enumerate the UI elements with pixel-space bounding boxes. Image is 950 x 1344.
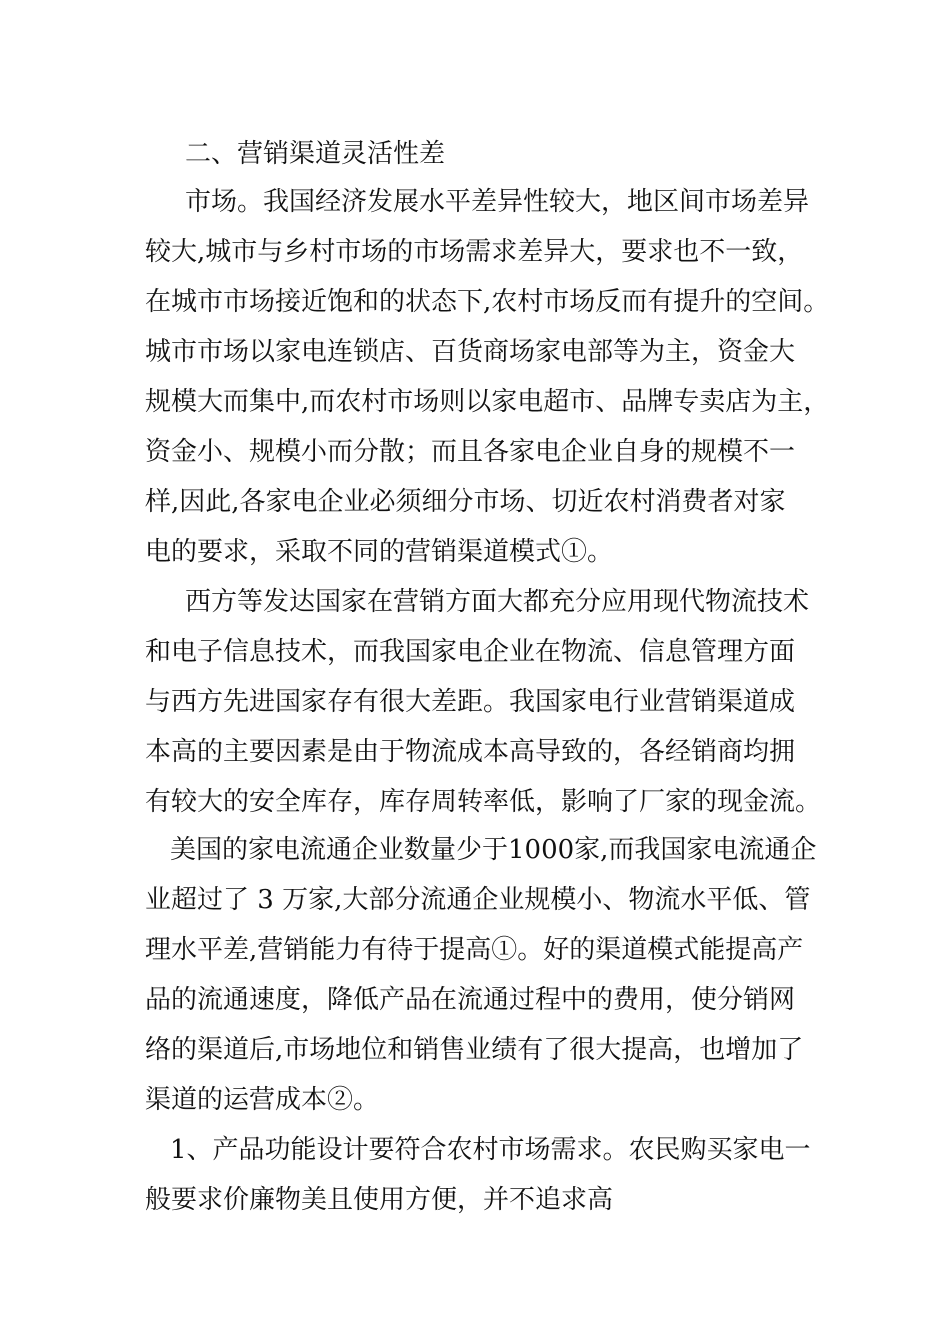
paragraph-4-line-2: 般要求价廉物美且使用方便，并不追求高 [145,1185,614,1215]
paragraph-1-line-3: 在城市市场接近饱和的状态下,农村市场反而有提升的空间。 [145,287,830,317]
paragraph-2-line-4: 本高的主要因素是由于物流成本高导致的，各经销商均拥 [145,737,796,767]
paragraph-3-line-3: 理水平差,营销能力有待于提高①。好的渠道模式能提高产 [145,935,804,965]
paragraph-3-line-2: 业超过了 3 万家,大部分流通企业规模小、物流水平低、管 [145,885,811,915]
paragraph-4-line-1: 1、产品功能设计要符合农村市场需求。农民购买家电一 [170,1135,811,1165]
paragraph-1-line-7: 样,因此,各家电企业必须细分市场、切近农村消费者对家 [145,487,786,517]
paragraph-1-line-8: 电的要求，采取不同的营销渠道模式①。 [145,537,614,567]
paragraph-2-line-5: 有较大的安全库存，库存周转率低，影响了厂家的现金流。 [145,787,822,817]
paragraph-3-line-5: 络的渠道后,市场地位和销售业绩有了很大提高，也增加了 [145,1035,804,1065]
paragraph-1-line-2: 较大,城市与乡村市场的市场需求差异大，要求也不一致， [145,237,804,267]
paragraph-2-line-3: 与西方先进国家存有很大差距。我国家电行业营销渠道成 [145,687,796,717]
section-heading: 二、营销渠道灵活性差 [185,139,446,169]
paragraph-2-line-1: 西方等发达国家在营销方面大都充分应用现代物流技术 [185,587,810,617]
paragraph-1-line-6: 资金小、规模小而分散；而且各家电企业自身的规模不一 [145,437,796,467]
paragraph-3-line-6: 渠道的运营成本②。 [145,1085,380,1115]
paragraph-1-line-1: 市场。我国经济发展水平差异性较大，地区间市场差异 [185,187,810,217]
paragraph-2-line-2: 和电子信息技术，而我国家电企业在物流、信息管理方面 [145,637,796,667]
paragraph-1-line-4: 城市市场以家电连锁店、百货商场家电部等为主，资金大 [145,337,796,367]
paragraph-1-line-5: 规模大而集中,而农村市场则以家电超市、品牌专卖店为主， [145,387,830,417]
paragraph-3-line-4: 品的流通速度，降低产品在流通过程中的费用，使分销网 [145,985,796,1015]
paragraph-3-line-1: 美国的家电流通企业数量少于1000家,而我国家电流通企 [170,835,817,865]
